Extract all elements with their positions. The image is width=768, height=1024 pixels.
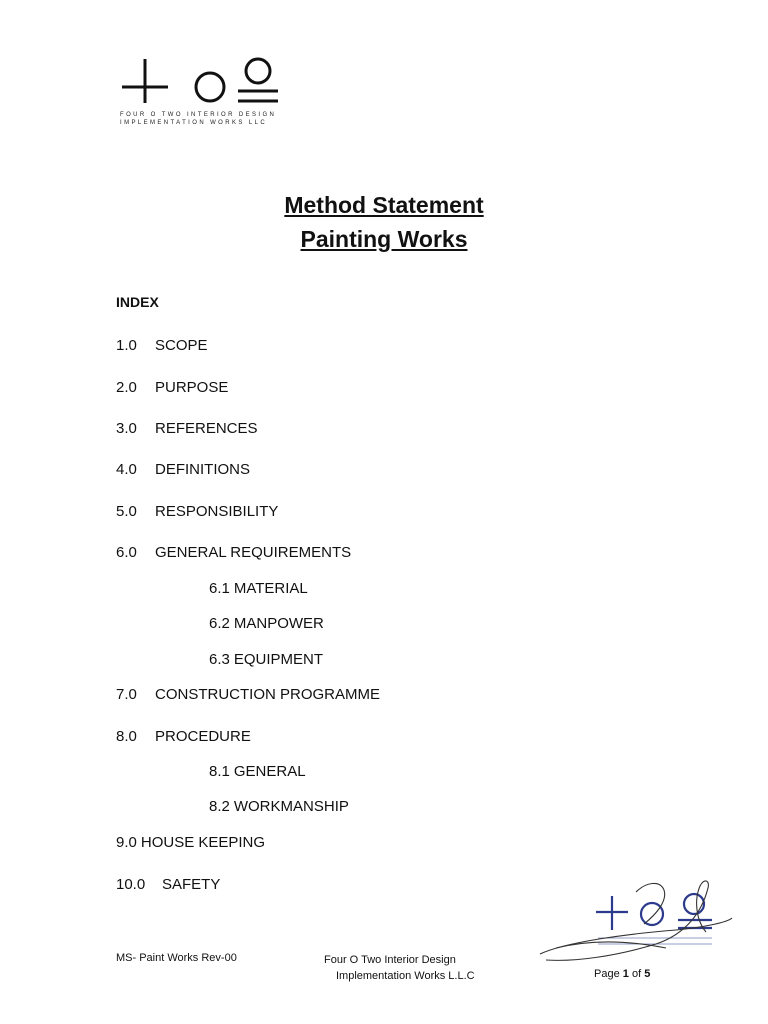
toc-item-definitions: 4.0 DEFINITIONS: [116, 461, 251, 478]
toc-item-scope: 1.0 SCOPE: [116, 337, 208, 354]
footer-document-ref: MS- Paint Works Rev-00: [116, 952, 237, 964]
signature-stamp: [536, 872, 736, 967]
logo-text-line2: IMPLEMENTATION WORKS LLC: [120, 120, 268, 126]
company-stamp-icon: [536, 872, 736, 967]
footer-company-line1: Four O Two Interior Design: [324, 954, 456, 966]
toc-item-safety: 10.0 SAFETY: [116, 876, 221, 893]
logo-mark-icon: [120, 55, 280, 107]
footer-company: [324, 952, 475, 984]
toc-item-general-requirements: 6.0 GENERAL REQUIREMENTS: [116, 544, 352, 561]
page-number: Page 1 of 5: [594, 968, 651, 980]
company-logo: [120, 55, 280, 127]
index-heading: INDEX: [116, 294, 159, 310]
footer-company-line2: Implementation Works L.L.C: [336, 970, 475, 982]
toc-item-general: 8.1 GENERAL: [209, 763, 306, 780]
toc-item-material: 6.1 MATERIAL: [209, 580, 308, 597]
page-total: 5: [644, 968, 651, 980]
title-line2: Painting Works: [300, 226, 468, 252]
toc-item-manpower: 6.2 MANPOWER: [209, 615, 324, 632]
page-current: 1: [622, 968, 629, 980]
toc-item-construction-programme: 7.0 CONSTRUCTION PROGRAMME: [116, 686, 380, 703]
title-line1: Method Statement: [284, 192, 484, 218]
toc-item-purpose: 2.0 PURPOSE: [116, 379, 229, 396]
toc-item-responsibility: 5.0 RESPONSIBILITY: [116, 503, 279, 520]
document-title: [0, 188, 768, 256]
toc-item-procedure: 8.0 PROCEDURE: [116, 728, 251, 745]
logo-text-line1: FOUR O TWO INTERIOR DESIGN: [120, 112, 277, 118]
toc-item-workmanship: 8.2 WORKMANSHIP: [209, 798, 349, 815]
toc-item-equipment: 6.3 EQUIPMENT: [209, 651, 324, 668]
toc-item-house-keeping: 9.0 HOUSE KEEPING: [116, 834, 266, 851]
toc-item-references: 3.0 REFERENCES: [116, 420, 258, 437]
